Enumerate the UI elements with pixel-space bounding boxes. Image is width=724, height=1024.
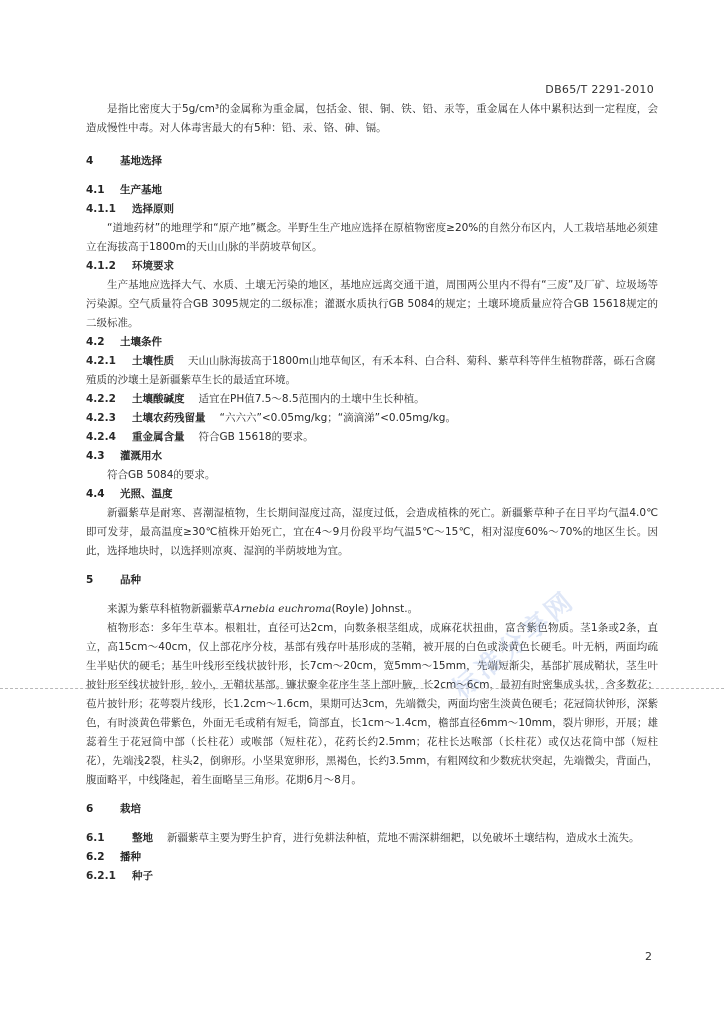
- section-title: 整地: [132, 832, 153, 844]
- section-number: 4.1.2: [86, 260, 116, 272]
- section-5-morphology: 植物形态：多年生草本。根粗壮，直径可达2cm，向数条根茎组成，成麻花状扭曲，富含紫色物质。茎1条或2条，直立，高15cm～40cm，仅上部花序分枝，基部有残存叶基形成的茎鞘，被开展的白色或淡黄色长硬毛。叶无柄，两面均疏生半贴伏的硬毛；基生叶线形至线状披针形，长7cm～20cm，宽5mm～15mm，先端短渐尖，基部扩展成鞘状，茎生叶披针形至线状披针形，较小，无鞘状基部。镰状聚伞花序生茎上部叶腋，长2cm～6cm，最初有时密集成头状，含多数花；苞片披针形；花萼裂片线形，长1.2cm～1.6cm，果期可达3cm，先端微尖，两面均密生淡黄色硬毛；花冠筒状钟形，深紫色，有时淡黄色带紫色，外面无毛或稍有短毛，筒部直，长1cm～1.4cm，檐部直径6mm～10mm，裂片卵形，开展；雄蕊着生于花冠筒中部（长柱花）或喉部（短柱花），花药长约2.5mm；花柱长达喉部（长柱花）或仅达花筒中部（短柱花），先端浅2裂，柱头2，倒卵形。小坚果宽卵形，黑褐色，长约3.5mm，有粗网纹和少数疣状突起，先端微尖，背面凸，腹面略平，中线隆起，着生面略呈三角形。花期6月～8月。: [86, 622, 658, 786]
- section-6-2-1-heading: [86, 867, 658, 886]
- section-4-1-2-text: 生产基地应选择大气、水质、土壤无污染的地区，基地应远离交通干道，周围两公里内不得有“三废”及厂矿、垃圾场等污染源。空气质量符合GB 3095规定的二级标准；灌溉水质执行GB 5084的规定；土壤环境质量应符合GB 15618规定的二级标准。: [86, 279, 658, 329]
- section-4-2-4: [86, 428, 658, 447]
- section-title: 生产基地: [120, 184, 162, 196]
- watermark: 标准分享网: [447, 585, 582, 705]
- section-number: 4.1: [86, 184, 105, 196]
- section-6-heading: [86, 800, 658, 819]
- source-author: (Royle) Johnst.。: [331, 603, 419, 615]
- section-number: 4.4: [86, 488, 105, 500]
- section-4-heading: [86, 152, 658, 171]
- section-title: 光照、温度: [120, 488, 173, 500]
- section-number: 6.2.1: [86, 870, 116, 882]
- section-4-2-2: [86, 390, 658, 409]
- section-title: 品种: [120, 574, 141, 586]
- section-4-4-heading: [86, 485, 658, 504]
- section-text: 天山山脉海拔高于1800m山地草甸区，有禾本科、白合科、菊科、紫草科等伴生植物群落，砾石含腐殖质的沙壤土是新疆紫草生长的最适宜环境。: [86, 355, 656, 386]
- section-title: 土壤性质: [132, 355, 174, 367]
- section-number: 4.1.1: [86, 203, 116, 215]
- section-number: 4.2.1: [86, 355, 116, 367]
- section-number: 4.2: [86, 336, 105, 348]
- standard-code: DB65/T 2291-2010: [545, 83, 654, 96]
- section-title: 灌溉用水: [120, 450, 162, 462]
- document-body: [86, 100, 658, 886]
- section-text: 新疆紫草主要为野生护育，进行免耕法种植，荒地不需深耕细耙，以免破坏土壤结构，造成水土流失。: [167, 832, 640, 844]
- section-number: 4.2.4: [86, 431, 116, 443]
- section-number: 5: [86, 574, 94, 586]
- section-number: 4.2.3: [86, 412, 116, 424]
- section-6-1: [86, 829, 658, 848]
- section-title: 土壤酸碱度: [132, 393, 185, 405]
- section-number: 4: [86, 155, 94, 167]
- section-4-1-1-heading: [86, 200, 658, 219]
- source-prefix: 来源为紫草科植物新疆紫草: [107, 603, 233, 615]
- section-4-1-2-heading: [86, 257, 658, 276]
- section-4-2-1: [86, 352, 658, 390]
- section-text: “六六六”<0.05mg/kg；“滴滴涕”<0.05mg/kg。: [219, 412, 456, 424]
- section-4-2-3: [86, 409, 658, 428]
- section-title: 栽培: [120, 803, 141, 815]
- section-title: 种子: [132, 870, 153, 882]
- section-number: 4.2.2: [86, 393, 116, 405]
- section-number: 6: [86, 803, 94, 815]
- section-4-1-1-text: “道地药材”的地理学和“原产地”概念。半野生生产地应选择在原植物密度≥20%的自然分布区内，人工栽培基地必须建立在海拔高于1800m的天山山脉的半荫坡草甸区。: [86, 222, 658, 253]
- section-title: 环境要求: [132, 260, 174, 272]
- section-4-3-text: 符合GB 5084的要求。: [107, 469, 216, 481]
- section-number: 6.1: [86, 832, 105, 844]
- section-number: 6.2: [86, 851, 105, 863]
- section-text: 符合GB 15618的要求。: [198, 431, 314, 443]
- section-title: 重金属含量: [132, 431, 185, 443]
- section-4-4-text: 新疆紫草是耐寒、喜潮湿植物，生长期间湿度过高，湿度过低，会造成植株的死亡。新疆紫草种子在日平均气温4.0℃即可发芽，最高温度≥30℃植株开始死亡，宜在4～9月份段平均气温5℃～15℃，相对湿度60%～70%的地区生长。因此，选择地块时，以选择则凉爽、湿润的半荫坡地为宜。: [86, 507, 658, 557]
- section-number: 4.3: [86, 450, 105, 462]
- section-title: 播种: [120, 851, 141, 863]
- section-title: 土壤条件: [120, 336, 162, 348]
- latin-name: Arnebia euchroma: [233, 603, 332, 615]
- page-number: 2: [645, 950, 652, 963]
- section-4-1-heading: [86, 181, 658, 200]
- section-4-2-heading: [86, 333, 658, 352]
- section-5-heading: [86, 571, 658, 590]
- section-title: 基地选择: [120, 155, 162, 167]
- section-title: 土壤农药残留量: [132, 412, 206, 424]
- section-text: 适宜在PH值7.5～8.5范围内的土壤中生长种植。: [198, 393, 425, 405]
- section-title: 选择原则: [132, 203, 174, 215]
- section-6-2-heading: [86, 848, 658, 867]
- intro-paragraph: 是指比密度大于5g/cm³的金属称为重金属，包括金、银、铜、铁、铅、汞等，重金属在人体中累积达到一定程度，会造成慢性中毒。对人体毒害最大的有5种：铅、汞、铬、砷、镉。: [86, 103, 658, 134]
- section-4-3-heading: [86, 447, 658, 466]
